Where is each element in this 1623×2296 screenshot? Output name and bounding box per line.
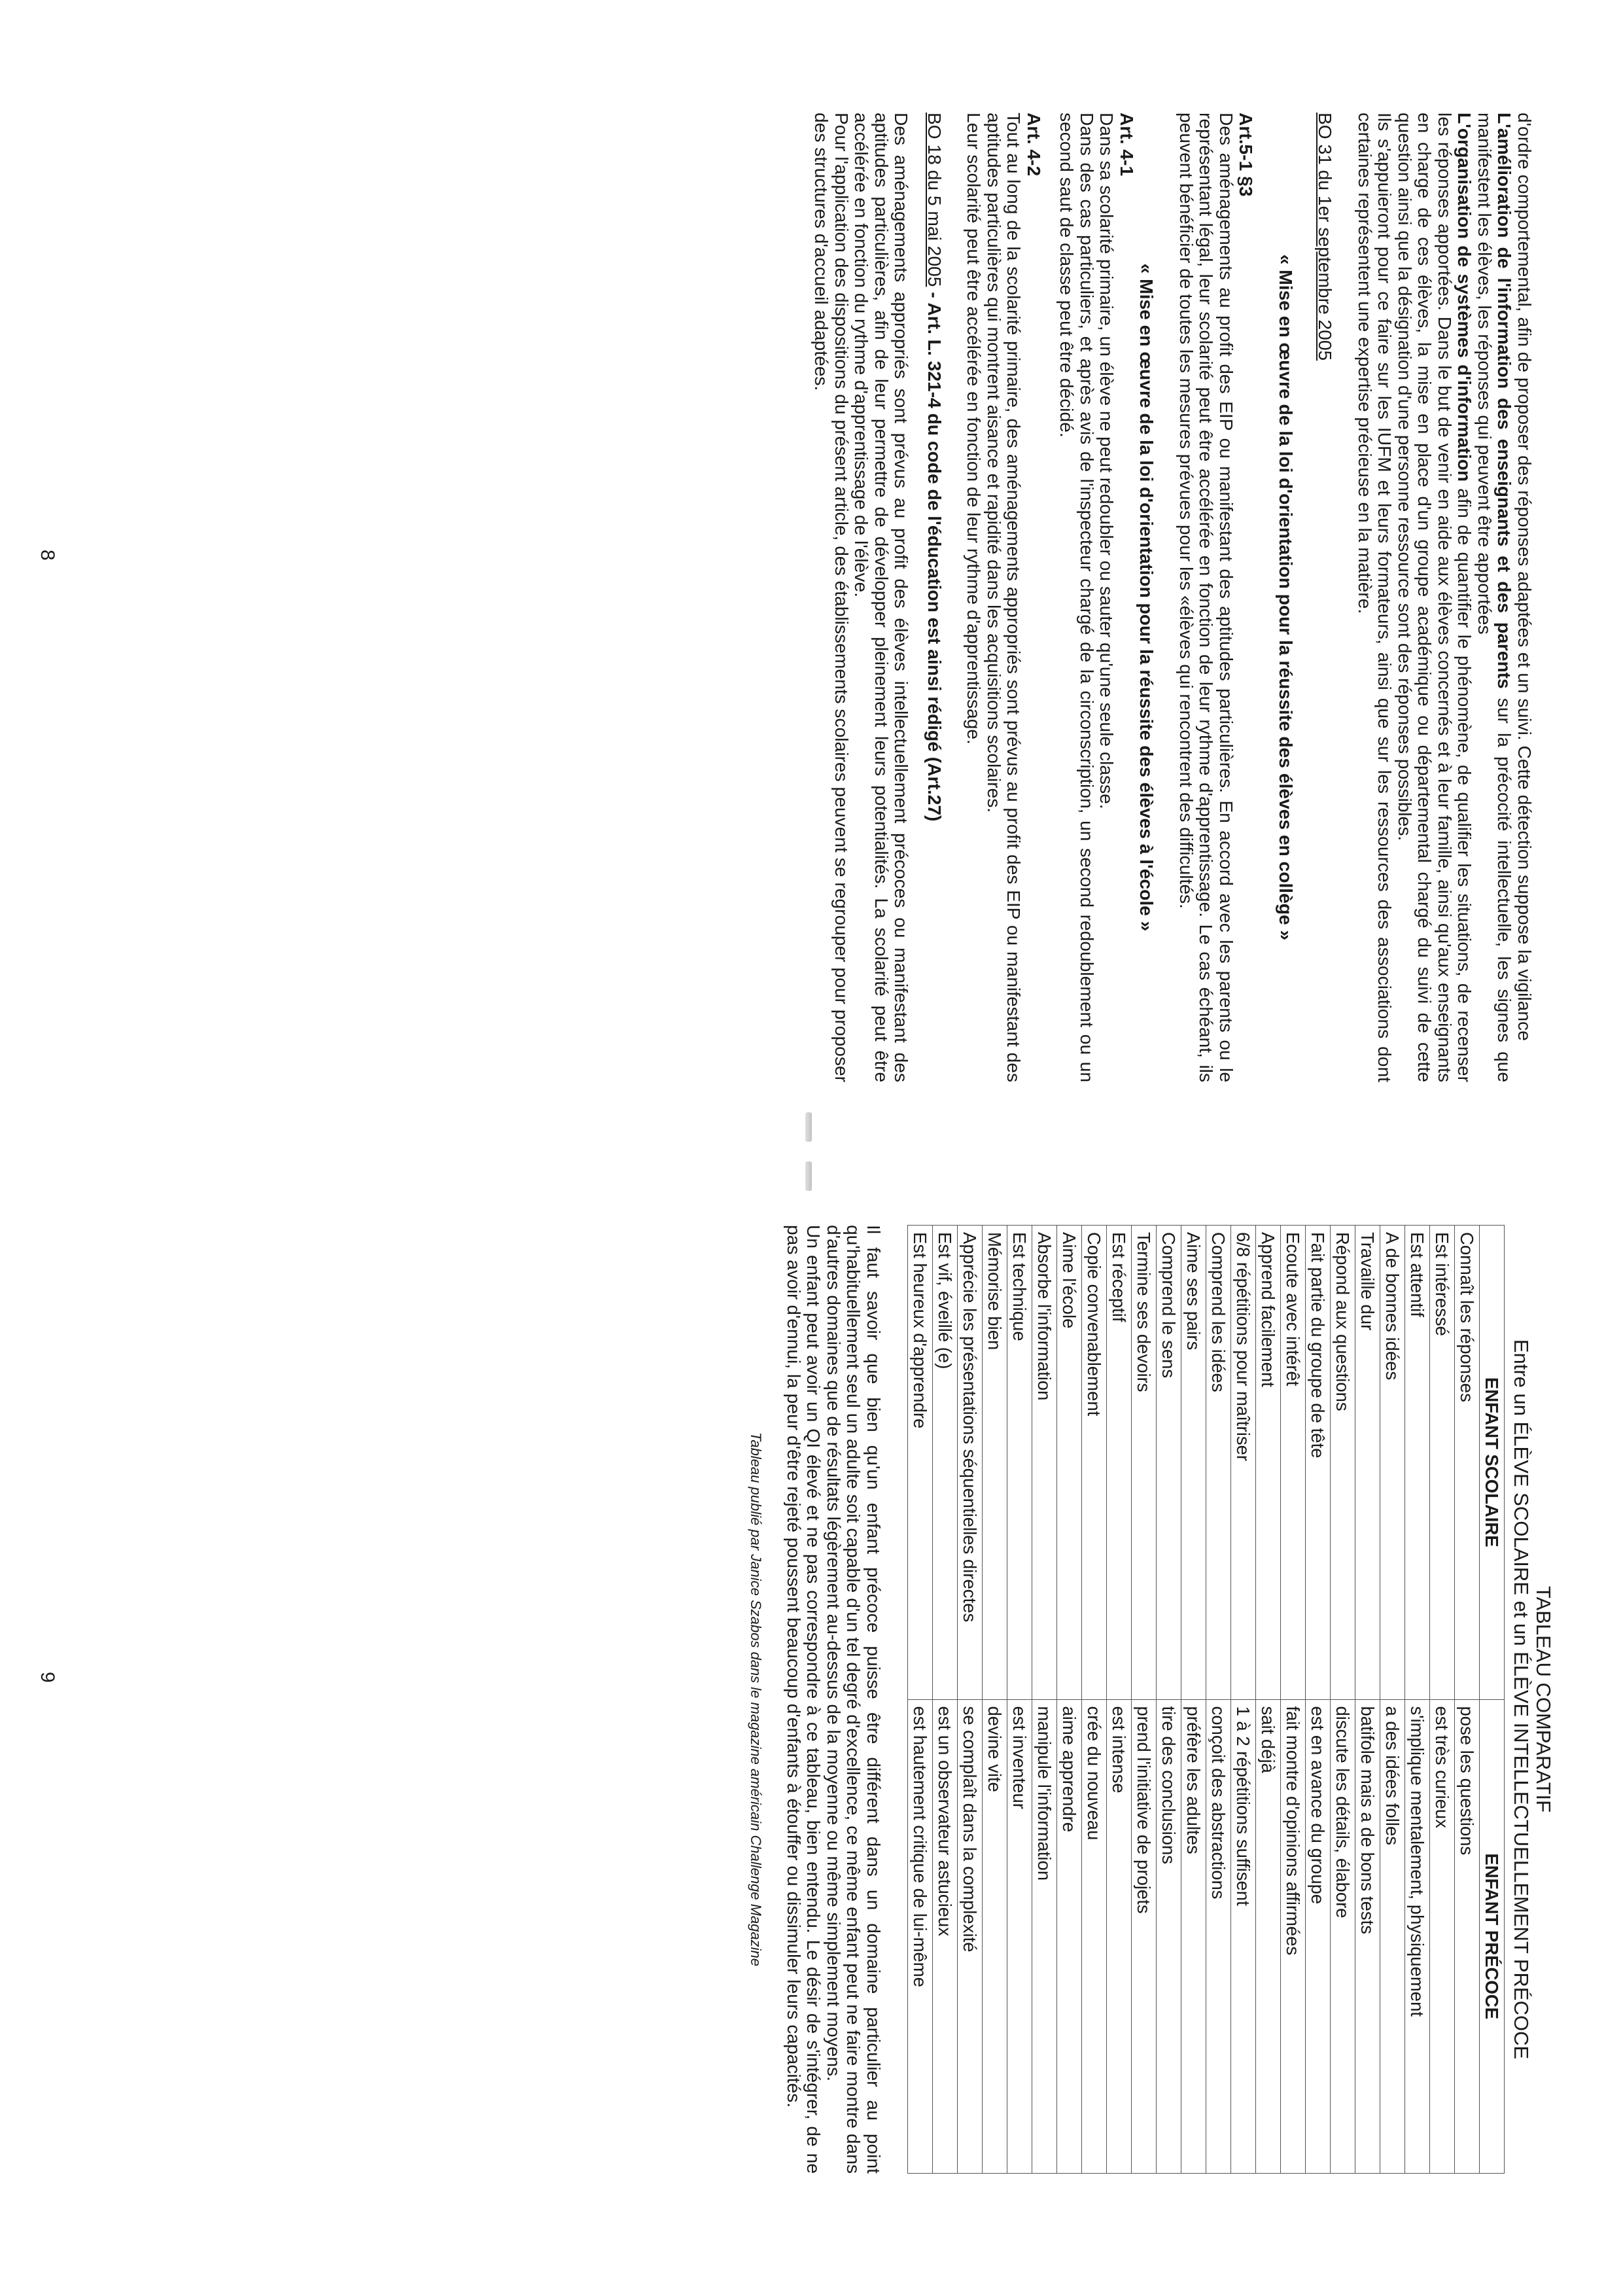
cell-enfant-scolaire: Comprend les idées [1206,1226,1231,1700]
table-row [1082,1226,1107,2174]
systemes-information-bold: L'organisation de systèmes d'information [1454,113,1476,482]
table-row [1231,1226,1256,2174]
cell-enfant-scolaire: Est réceptif [1107,1226,1132,1700]
art41-text-1: Dans sa scolarité primaire, un élève ne peut redoubler ou sauter qu'une seule classe. [1096,113,1118,809]
comparison-table-body [908,1226,1480,2174]
art41-title: Art. 4-1 [1117,113,1138,177]
table-row [1007,1226,1032,2174]
bo18-article: - Art. L. 321-4 du code de l'éducation est ainsi rédigé (Art.27) [924,287,945,822]
cell-enfant-scolaire: Comprend le sens [1157,1226,1181,1700]
table-row [1281,1226,1306,2174]
table-row [1430,1226,1455,2174]
page-8-column [812,113,1535,1082]
cell-enfant-precoce: devine vite [983,1699,1007,2174]
cell-enfant-scolaire: Copie convenablement [1082,1226,1107,1700]
cell-enfant-scolaire: Travaille dur [1355,1226,1380,1700]
cell-enfant-precoce: est inventeur [1007,1699,1032,2174]
table-row [1157,1226,1181,2174]
cell-enfant-precoce: crée du nouveau [1082,1699,1107,2174]
cell-enfant-precoce: aime apprendre [1057,1699,1082,2174]
table-source-footnote: Tableau publié par Janice Szabos dans le magazine américain Challenge Magazine [748,1432,765,1967]
cell-enfant-precoce: a des idées folles [1380,1699,1405,2174]
header-enfant-scolaire: ENFANT SCOLAIRE [1480,1226,1505,1700]
table-row [1355,1226,1380,2174]
cell-enfant-scolaire: A de bonnes idées [1380,1226,1405,1700]
cell-enfant-scolaire: Est vif, éveillé (e) [933,1226,958,1700]
art42-text-2: Leur scolarité peut être accélérée en fonction de leur rythme d'apprentissage. [964,113,985,745]
cell-enfant-precoce: conçoit des abstractions [1206,1699,1231,2174]
scan-mark [805,1161,812,1191]
table-row [1331,1226,1355,2174]
table-row [1032,1226,1057,2174]
page-9-column [746,1225,1554,2174]
cell-enfant-precoce: se complaît dans la complexité [958,1699,983,2174]
table-row [983,1226,1007,2174]
cell-enfant-scolaire: Répond aux questions [1331,1226,1355,1700]
cell-enfant-scolaire: Absorbe l'information [1032,1226,1057,1700]
cell-enfant-scolaire: Apprend facilement [1256,1226,1281,1700]
table-row [1256,1226,1281,2174]
comparison-table [907,1225,1505,2174]
cell-enfant-scolaire: Mémorise bien [983,1226,1007,1700]
info-enseignants-text: sur la précocité intellectuelle, les signes que manifestent les élèves, les réponses qui peuvent être apportées [1475,113,1516,1082]
table-row [1107,1226,1132,2174]
cell-enfant-precoce: est très curieux [1430,1699,1455,2174]
cell-enfant-scolaire: Est attentif [1405,1226,1430,1700]
table-row [1206,1226,1231,2174]
explanation-paragraph-1: Il faut savoir que bien qu'un enfant précoce puisse être différent dans un domaine particulier au point qu'habituellement seul un adulte soit capable d'un tel degré d'excellence, ce même enfant peut ne faire montre dans d'autres domaines que de résultats légèrement au-dessus de la moyenne ou même simplement moyens. [824,1225,884,2174]
cell-enfant-precoce: pose les questions [1455,1699,1480,2174]
cell-enfant-precoce: est en avance du groupe [1306,1699,1331,2174]
scan-mark [805,1112,812,1142]
cell-enfant-scolaire: Aime l'école [1057,1226,1082,1700]
cell-enfant-scolaire: Est technique [1007,1226,1032,1700]
table-row [1057,1226,1082,2174]
cell-enfant-precoce: est un observateur astucieux [933,1699,958,2174]
page-9 [0,1148,1623,2296]
cell-enfant-precoce: prend l'initiative de projets [1132,1699,1157,2174]
bo31-reference: BO 31 du 1er septembre 2005 [1315,113,1336,361]
table-row [1455,1226,1480,2174]
table-row [958,1226,983,2174]
cell-enfant-precoce: batifole mais a de bons tests [1355,1699,1380,2174]
systemes-information-paragraph [1395,113,1475,1082]
cell-enfant-scolaire: Apprécie les présentations séquentielles directes [958,1226,983,1700]
table-row [1405,1226,1430,2174]
bo18-reference: BO 18 du 5 mai 2005 [924,113,945,287]
cell-enfant-scolaire: Connaît les réponses [1455,1226,1480,1700]
cell-enfant-precoce: fait montre d'opinions affirmées [1281,1699,1306,2174]
explanation-paragraph-2: Un enfant peut avoir un QI élevé et ne pas correspondre à ce tableau, bien entendu. Le désir de s'intégrer, de ne pas avoir d'ennui, la peur d'être rejeté poussent beaucoup d'enfants à étouffer ou dissimuler leurs capacités. [784,1225,825,2174]
page-number-9: 9 [37,1672,58,1683]
table-subtitle: Entre un ÉLÈVE SCOLAIRE et un ÉLÈVE INTELLECTUELLEMENT PRÉCOCE [1510,1339,1533,2060]
page-number-8: 8 [37,550,58,561]
table-row [1306,1226,1331,2174]
art42-title: Art. 4-2 [1024,113,1045,177]
cell-enfant-precoce: est hautement critique de lui-même [908,1699,933,2174]
art51-text: Des aménagements au profit des EIP ou manifestant des aptitudes particulières. En accord avec les parents ou le représentant légal, leur scolarité peut être accélérée en fonction de leur rythme d'apprentissage. Le cas échéant, ils peuvent bénéficier de toutes les mesures prévues pour les «élèves qui rencontrent des difficultés. [1176,113,1237,1082]
art42-text-1: Tout au long de la scolarité primaire, des aménagements appropriés sont prévus au profit des EIP ou manifestant des aptitudes particulières qui montrent aisance et rapidité dans les acquisitions scolaires. [984,113,1025,1082]
table-header-row [1480,1226,1505,2174]
cell-enfant-precoce: 1 à 2 répétitions suffisent [1231,1699,1256,2174]
cell-enfant-precoce: préfère les adultes [1181,1699,1206,2174]
cell-enfant-precoce: sait déjà [1256,1699,1281,2174]
cell-enfant-scolaire: Est heureux d'apprendre [908,1226,933,1700]
cell-enfant-precoce: s'implique mentalement, physiquement [1405,1699,1430,2174]
cell-enfant-scolaire: Aime ses pairs [1181,1226,1206,1700]
intro-paragraph: d'ordre comportemental, afin de proposer des réponses adaptées et un suivi. Cette détection suppose la vigilance [1514,113,1535,1041]
systemes-information-text: afin de quantifier le phénomène, de qualifier les situations, de recenser les réponses apportées. Dans le but de venir en aide aux élèves concernés et à leur famille, ainsi qu'aux enseignants en charge de ces élèves, la mise en place d'un groupe académique ou départemental chargé du suivi de cette question ainsi que la désignation d'une personne ressource sont des réponses possibles. [1395,113,1476,1082]
table-row [1181,1226,1206,2174]
table-row [933,1226,958,2174]
cell-enfant-precoce: discute les détails, élabore [1331,1699,1355,2174]
cell-enfant-precoce: manipule l'information [1032,1699,1057,2174]
cell-enfant-scolaire: Ecoute avec intérêt [1281,1226,1306,1700]
cell-enfant-scolaire: Fait partie du groupe de tête [1306,1226,1331,1700]
info-enseignants-bold: L'amélioration de l'information des enseignants et des parents [1494,113,1516,689]
cell-enfant-scolaire: Est intéressé [1430,1226,1455,1700]
cell-enfant-precoce: tire des conclusions [1157,1699,1181,2174]
bo18-heading [925,113,945,1082]
final-paragraph-2: Pour l'application des dispositions du présent article, des établissements scolaires peuvent se regrouper pour proposer des structures d'accueil adaptées. [811,113,852,1082]
table-row [1380,1226,1405,2174]
final-paragraph-1: Des aménagements appropriés sont prévus au profit des élèves intellectuellement précoces ou manifestant des aptitudes particulières, afin de leur permettre de développer pleinement leurs potentialités. La scolarité peut être accélérée en fonction du rythme d'apprentissage de l'élève. [851,113,913,1082]
heading-ecole: « Mise en œuvre de la loi d'orientation pour la réussite des élèves à l'école » [1136,263,1158,932]
art51-title: Art.5-1 §3 [1236,113,1257,197]
table-title: TABLEAU COMPARATIF [1532,1585,1555,1813]
cell-enfant-scolaire: Termine ses devoirs [1132,1226,1157,1700]
cell-enfant-scolaire: 6/8 répétitions pour maîtriser [1231,1226,1256,1700]
info-enseignants-paragraph [1475,113,1515,1082]
table-row [908,1226,933,2174]
table-row [1132,1226,1157,2174]
art41-text-2: Dans des cas particuliers, et après avis de l'inspecteur chargé de la circonscription, un second redoublement ou un second saut de classe peut être décidé. [1056,113,1098,1082]
header-enfant-precoce: ENFANT PRÉCOCE [1480,1699,1505,2174]
heading-college: « Mise en œuvre de la loi d'orientation pour la réussite des élèves en collège » [1276,254,1297,941]
cell-enfant-precoce: est intense [1107,1699,1132,2174]
iufm-paragraph: Ils s'appuieront pour ce faire sur les IUFM et leurs formateurs, ainsi que sur les ressources des associations dont certaines représentent une expertise précieuse en la matière. [1355,113,1396,1082]
